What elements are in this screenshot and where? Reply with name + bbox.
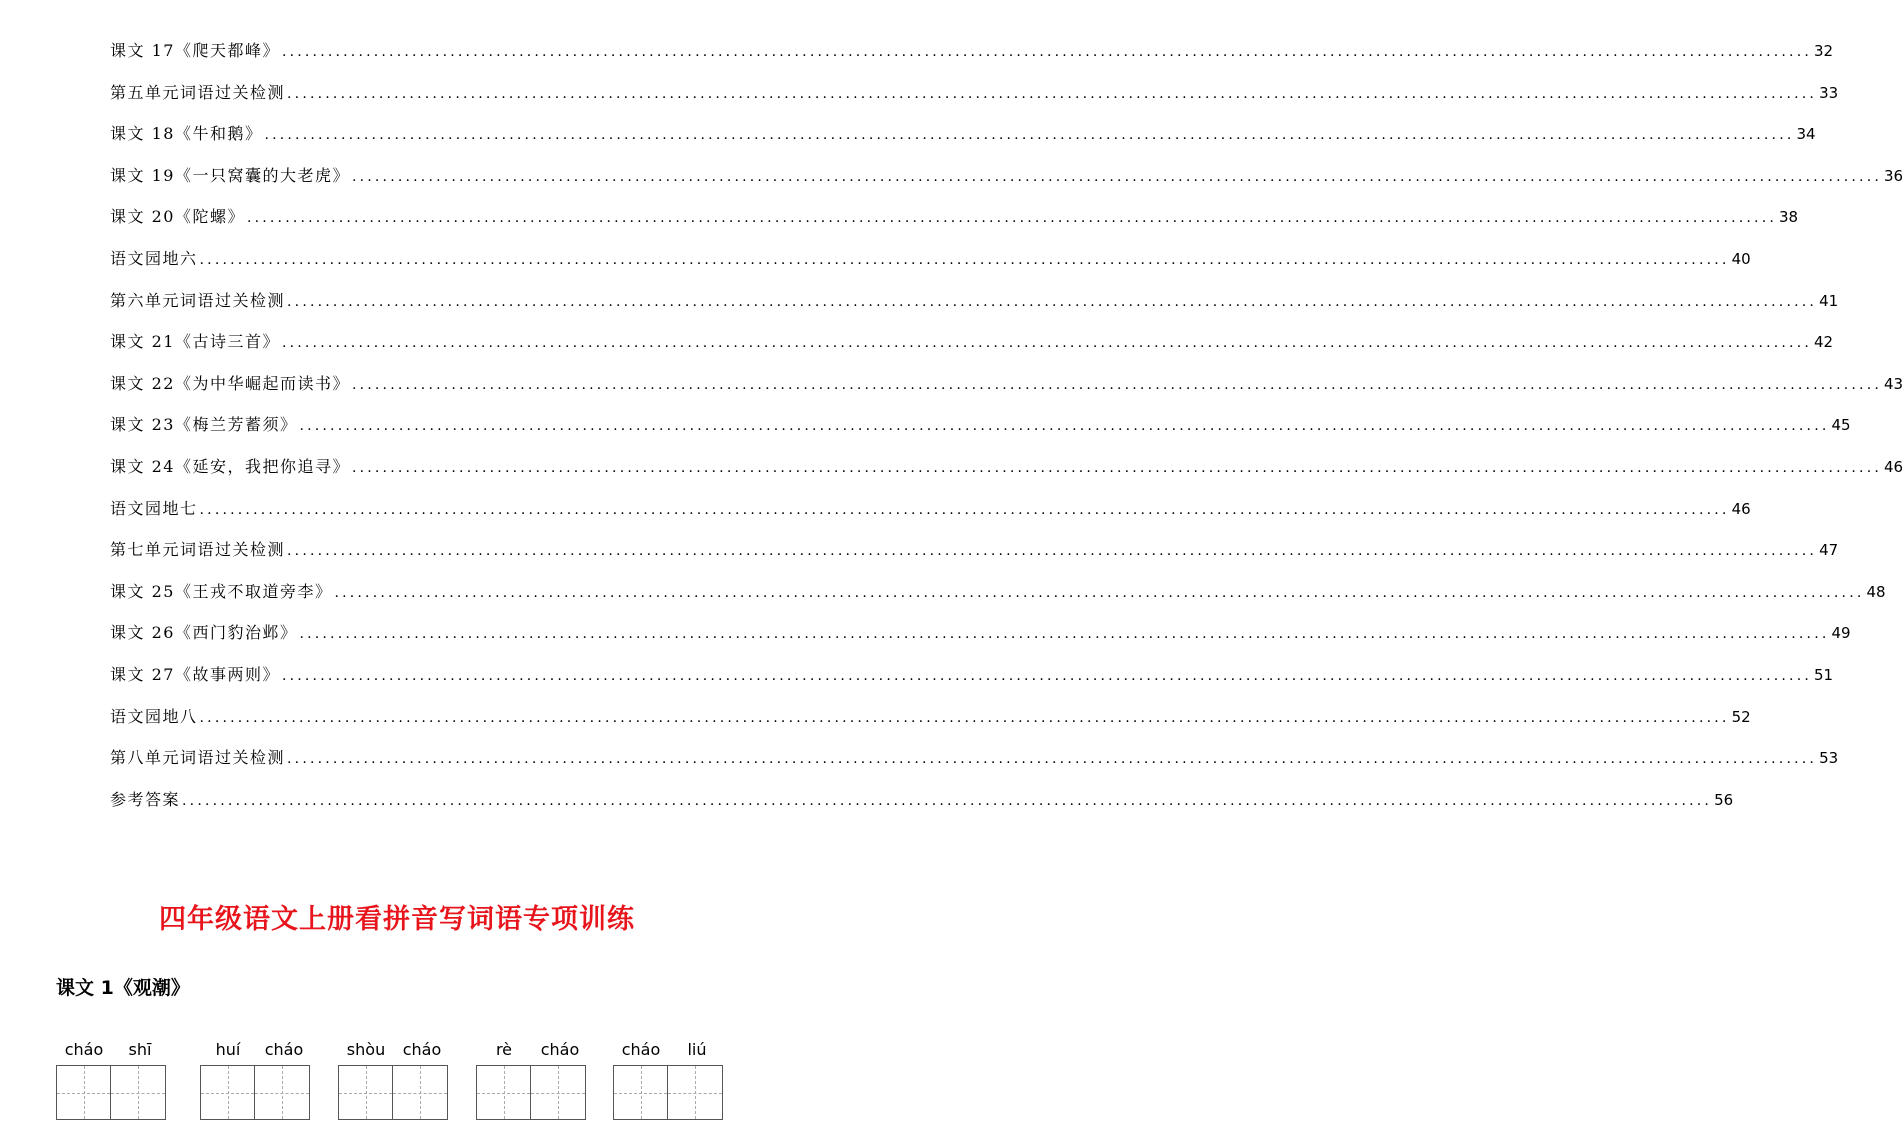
toc-entry[interactable]	[110, 662, 1834, 704]
toc-entry[interactable]	[110, 496, 1751, 538]
toc-entry[interactable]	[110, 121, 1816, 163]
toc-entry[interactable]	[110, 454, 1903, 496]
toc-entry-page: 52	[1731, 707, 1751, 726]
pinyin-syllable: rè	[495, 1039, 513, 1059]
toc-entry[interactable]	[110, 620, 1851, 662]
pinyin-row	[613, 1035, 725, 1063]
vocab-word	[338, 1035, 450, 1120]
writing-grid	[338, 1065, 450, 1120]
toc-leader-dots: ........................................................................................................................................................................................................	[351, 168, 1882, 185]
toc-entry[interactable]	[110, 579, 1886, 621]
toc-entry-page: 42	[1814, 333, 1834, 352]
pinyin-syllable: huí	[215, 1039, 241, 1059]
toc-entry-page: 48	[1866, 582, 1886, 601]
vocab-exercise	[56, 1035, 756, 1123]
toc-entry[interactable]	[110, 787, 1734, 829]
pinyin-row	[200, 1035, 312, 1063]
pinyin-syllable: cháo	[621, 1039, 661, 1059]
writing-box[interactable]	[111, 1065, 166, 1120]
toc-entry-page: 51	[1814, 665, 1834, 684]
toc-leader-dots: ........................................................................................................................................................................................................	[199, 501, 1730, 518]
toc-entry[interactable]	[110, 704, 1751, 746]
toc-entry[interactable]	[110, 329, 1834, 371]
toc-entry[interactable]	[110, 38, 1834, 80]
writing-box[interactable]	[668, 1065, 723, 1120]
toc-entry[interactable]	[110, 204, 1799, 246]
toc-leader-dots: ........................................................................................................................................................................................................	[199, 251, 1730, 268]
pinyin-row	[476, 1035, 588, 1063]
vocab-word	[200, 1035, 312, 1120]
toc-entry-title: 第八单元词语过关检测	[110, 748, 286, 768]
toc-leader-dots: ........................................................................................................................................................................................................	[199, 709, 1730, 726]
vocab-word	[56, 1035, 168, 1120]
toc-leader-dots: ........................................................................................................................................................................................................	[182, 792, 1713, 809]
page-title: 四年级语文上册看拼音写词语专项训练	[159, 904, 635, 935]
writing-box[interactable]	[613, 1065, 668, 1120]
toc-entry-title: 第五单元词语过关检测	[110, 82, 286, 102]
toc-leader-dots: ........................................................................................................................................................................................................	[287, 293, 1818, 310]
toc-entry-title: 课文 18《牛和鹅》	[110, 124, 263, 144]
toc-leader-dots: ........................................................................................................................................................................................................	[287, 543, 1818, 560]
toc-entry-page: 45	[1831, 416, 1851, 435]
writing-box[interactable]	[393, 1065, 448, 1120]
toc-entry-page: 34	[1796, 125, 1816, 144]
writing-box[interactable]	[56, 1065, 111, 1120]
toc-entry-page: 49	[1831, 624, 1851, 643]
toc-entry-title: 第六单元词语过关检测	[110, 290, 286, 310]
writing-grid	[56, 1065, 168, 1120]
toc-entry-page: 53	[1819, 749, 1839, 768]
toc-entry[interactable]	[110, 163, 1903, 205]
pinyin-syllable: cháo	[264, 1039, 304, 1059]
toc-leader-dots: ........................................................................................................................................................................................................	[281, 44, 1812, 60]
toc-entry-title: 课文 26《西门豹治邺》	[110, 623, 298, 643]
toc-entry-page: 40	[1731, 249, 1751, 268]
vocab-word	[476, 1035, 588, 1120]
toc-leader-dots: ........................................................................................................................................................................................................	[287, 85, 1818, 102]
toc-entry-page: 32	[1814, 42, 1834, 60]
toc-entry-page: 43	[1884, 374, 1903, 393]
toc-entry-page: 47	[1819, 541, 1839, 560]
writing-box[interactable]	[200, 1065, 255, 1120]
toc-leader-dots: ........................................................................................................................................................................................................	[299, 418, 1830, 435]
toc-leader-dots: ........................................................................................................................................................................................................	[281, 335, 1812, 352]
toc-entry[interactable]	[110, 288, 1839, 330]
pinyin-syllable: shòu	[346, 1039, 386, 1059]
writing-grid	[613, 1065, 725, 1120]
writing-box[interactable]	[476, 1065, 531, 1120]
pinyin-syllable: cháo	[540, 1039, 580, 1059]
toc-entry-title: 课文 23《梅兰芳蓄须》	[110, 415, 298, 435]
toc-entry-title: 参考答案	[110, 789, 181, 809]
toc-entry-title: 课文 27《故事两则》	[110, 664, 280, 684]
toc-entry[interactable]	[110, 412, 1851, 454]
toc-entry-title: 语文园地七	[110, 498, 198, 518]
toc-entry-title: 课文 22《为中华崛起而读书》	[110, 373, 350, 393]
toc-entry-title: 课文 20《陀螺》	[110, 207, 245, 227]
toc-entry-title: 课文 19《一只窝囊的大老虎》	[110, 165, 350, 185]
pinyin-syllable: shī	[128, 1039, 152, 1059]
writing-box[interactable]	[338, 1065, 393, 1120]
writing-box[interactable]	[531, 1065, 586, 1120]
pinyin-row	[56, 1035, 168, 1063]
writing-box[interactable]	[255, 1065, 310, 1120]
toc-entry-title: 课文 17《爬天都峰》	[110, 41, 280, 60]
toc-entry[interactable]	[110, 246, 1751, 288]
lesson-title: 课文 1《观潮》	[56, 977, 190, 999]
toc-entry-title: 课文 25《王戎不取道旁李》	[110, 581, 333, 601]
toc-entry-title: 语文园地六	[110, 248, 198, 268]
toc-leader-dots: ........................................................................................................................................................................................................	[246, 210, 1777, 227]
toc-entry[interactable]	[110, 537, 1839, 579]
toc-entry-title: 第七单元词语过关检测	[110, 540, 286, 560]
toc-leader-dots: ........................................................................................................................................................................................................	[264, 127, 1795, 144]
toc-leader-dots: ........................................................................................................................................................................................................	[351, 376, 1882, 393]
toc-entry-page: 33	[1819, 83, 1839, 102]
toc-leader-dots: ........................................................................................................................................................................................................	[281, 667, 1812, 684]
toc-entry-page: 41	[1819, 291, 1839, 310]
toc-entry-title: 课文 21《古诗三首》	[110, 332, 280, 352]
toc-entry-page: 46	[1884, 457, 1903, 476]
writing-grid	[476, 1065, 588, 1120]
toc-entry[interactable]	[110, 745, 1839, 787]
toc-leader-dots: ........................................................................................................................................................................................................	[299, 626, 1830, 643]
pinyin-syllable: cháo	[64, 1039, 104, 1059]
vocab-word	[613, 1035, 725, 1120]
toc-entry-title: 语文园地八	[110, 706, 198, 726]
toc-entry-page: 36	[1884, 166, 1903, 185]
toc-entry[interactable]	[110, 80, 1839, 122]
pinyin-syllable: liú	[687, 1039, 707, 1059]
pinyin-syllable: cháo	[402, 1039, 442, 1059]
table-of-contents	[110, 38, 1903, 828]
toc-entry-title: 课文 24《延安，我把你追寻》	[110, 456, 350, 476]
writing-grid	[200, 1065, 312, 1120]
toc-leader-dots: ........................................................................................................................................................................................................	[287, 751, 1818, 768]
toc-entry-page: 46	[1731, 499, 1751, 518]
toc-entry-page: 38	[1779, 208, 1799, 227]
toc-leader-dots: ........................................................................................................................................................................................................	[334, 584, 1865, 601]
pinyin-row	[338, 1035, 450, 1063]
toc-leader-dots: ........................................................................................................................................................................................................	[351, 459, 1882, 476]
toc-entry-page: 56	[1714, 790, 1734, 809]
toc-entry[interactable]	[110, 371, 1903, 413]
